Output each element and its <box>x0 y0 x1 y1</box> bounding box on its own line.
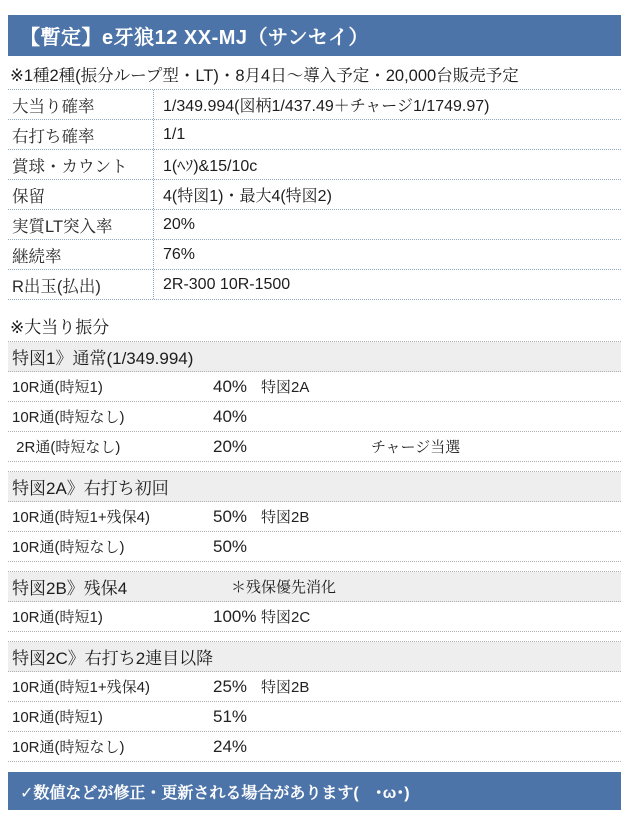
spec-value: 20% <box>163 215 196 233</box>
spec-row-right-hit-probability <box>8 120 621 150</box>
section-tokuzu1 <box>8 341 621 462</box>
section-header <box>8 342 621 372</box>
spec-value: 1/349.994(図柄1/437.49＋チャージ1/1749.97) <box>163 98 490 115</box>
spec-row-payout-count <box>8 150 621 180</box>
spec-value: 1/1 <box>163 125 186 143</box>
page-title: 【暫定】e牙狼12 XX-MJ（サンセイ） <box>20 27 369 49</box>
dist-row <box>8 702 621 732</box>
spec-row-round-payout <box>8 270 621 300</box>
spec-label: 大当り確率 <box>8 90 154 119</box>
dist-label: 10R通(時短1) <box>12 709 103 726</box>
dist-percent: 40% <box>213 376 248 396</box>
dist-label: 2R通(時短なし) <box>12 439 121 456</box>
dist-next-figure: 特図2B <box>261 679 310 696</box>
dist-note: チャージ当選 <box>371 439 461 456</box>
dist-row <box>8 372 621 402</box>
spec-row-lt-entry-rate <box>8 210 621 240</box>
dist-label: 10R通(時短1) <box>12 379 103 396</box>
dist-label: 10R通(時短なし) <box>12 539 125 556</box>
dist-label: 10R通(時短1+残保4) <box>12 509 150 526</box>
dist-row <box>8 602 621 632</box>
dist-label: 10R通(時短なし) <box>12 409 125 426</box>
section-tokuzu2b <box>8 571 621 632</box>
dist-label: 10R通(時短1) <box>12 609 103 626</box>
spec-label: 実質LT突入率 <box>8 210 154 239</box>
section-tokuzu2a <box>8 471 621 562</box>
machine-subtitle: ※1種2種(振分ループ型・LT)・8月4日～導入予定・20,000台販売予定 <box>10 67 519 85</box>
dist-row <box>8 432 621 462</box>
section-header <box>8 472 621 502</box>
dist-next-figure: 特図2C <box>261 609 311 626</box>
page-title-bar <box>8 15 621 56</box>
footer-notice-bar <box>8 772 621 810</box>
spec-value: 2R-300 10R-1500 <box>163 275 291 293</box>
dist-percent: 50% <box>213 536 248 556</box>
spec-row-hit-probability <box>8 90 621 120</box>
dist-percent: 51% <box>213 706 248 726</box>
dist-percent: 24% <box>213 736 248 756</box>
dist-row <box>8 672 621 702</box>
dist-percent: 100% <box>213 606 257 626</box>
spec-value: 4(特図1)・最大4(特図2) <box>163 188 332 205</box>
dist-percent: 20% <box>213 436 248 456</box>
dist-label: 10R通(時短なし) <box>12 739 125 756</box>
distribution-heading: ※大当り振分 <box>10 318 110 337</box>
spec-row-continuation-rate <box>8 240 621 270</box>
dist-row <box>8 402 621 432</box>
spec-value: 1(ﾍｿ)&15/10c <box>163 158 258 175</box>
section-note: ＊残保優先消化 <box>231 579 337 596</box>
section-tokuzu2c <box>8 641 621 762</box>
dist-next-figure: 特図2B <box>261 509 310 526</box>
section-header <box>8 572 621 602</box>
spec-label: 継続率 <box>8 240 154 269</box>
spec-value: 76% <box>163 245 196 263</box>
section-title: 特図2C》右打ち2連目以降 <box>12 649 214 668</box>
dist-next-figure: 特図2A <box>261 379 310 396</box>
dist-label: 10R通(時短1+残保4) <box>12 679 150 696</box>
section-header <box>8 642 621 672</box>
spec-label: 右打ち確率 <box>8 120 154 149</box>
dist-row <box>8 502 621 532</box>
dist-percent: 25% <box>213 676 248 696</box>
dist-row <box>8 532 621 562</box>
section-title: 特図1》通常(1/349.994) <box>12 349 194 368</box>
spec-label: 賞球・カウント <box>8 150 154 179</box>
section-title: 特図2B》残保4 <box>12 579 128 598</box>
spec-table <box>8 89 621 300</box>
dist-row <box>8 732 621 762</box>
spec-row-hold <box>8 180 621 210</box>
section-title: 特図2A》右打ち初回 <box>12 479 169 498</box>
spec-label: 保留 <box>8 180 154 209</box>
spec-label: R出玉(払出) <box>8 270 154 299</box>
dist-percent: 40% <box>213 406 248 426</box>
footer-notice-text: ✓数値などが修正・更新される場合があります( ･ω･) <box>20 784 410 802</box>
dist-percent: 50% <box>213 506 248 526</box>
